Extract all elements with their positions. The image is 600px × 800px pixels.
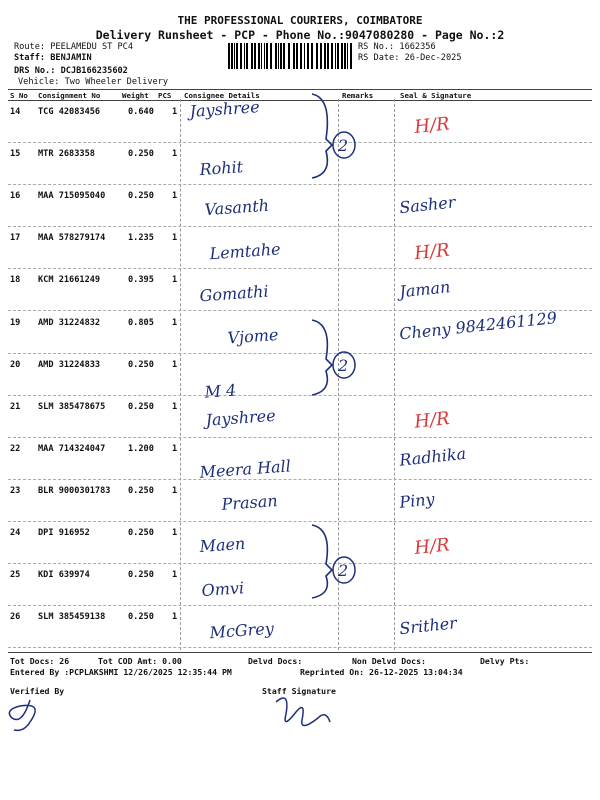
table-row — [0, 143, 600, 185]
row-weight: 0.395 — [128, 275, 154, 286]
barcode-bar — [270, 43, 272, 69]
delivery-points: Delvy Pts: — [480, 656, 530, 666]
barcode-bar — [327, 43, 329, 69]
return-stamp: H/R — [413, 408, 451, 433]
barcode-bar — [266, 43, 268, 69]
row-consignment-no: BLR 9000301783 — [38, 485, 111, 496]
col-header-remarks: Remarks — [342, 91, 374, 100]
barcode-bar — [258, 43, 260, 69]
row-pcs: 1 — [172, 107, 178, 117]
row-sno: 18 — [10, 275, 21, 286]
barcode-bar — [288, 43, 290, 69]
barcode-bar — [324, 43, 326, 69]
barcode-bar — [244, 43, 245, 69]
row-pcs: 1 — [172, 485, 178, 496]
receiver-signature: Cheny 9842461129 — [398, 308, 558, 344]
consignee-handwriting: Gomathi — [198, 281, 270, 306]
barcode-bar — [254, 43, 256, 69]
row-weight: 0.805 — [128, 317, 154, 328]
consignee-handwriting: Rohit — [198, 157, 244, 180]
total-cod-amount: Tot COD Amt: 0.00 — [98, 656, 182, 666]
consignee-handwriting: Jayshree — [204, 405, 277, 430]
staff-signature-label: Staff Signature — [262, 686, 336, 696]
row-consignment-no: MAA 715095040 — [38, 191, 106, 202]
barcode-bar — [251, 43, 253, 69]
table-top-rule — [8, 89, 592, 90]
row-sno: 15 — [10, 149, 21, 160]
table-row — [0, 522, 600, 564]
table-row — [0, 101, 600, 143]
barcode-bar — [264, 43, 265, 69]
row-pcs: 1 — [172, 233, 178, 244]
return-stamp: H/R — [413, 534, 451, 559]
consignee-handwriting: Meera Hall — [198, 456, 292, 482]
row-consignment-no: MAA 578279174 — [38, 233, 106, 244]
barcode-bar — [311, 43, 313, 69]
staff-line — [14, 53, 92, 64]
row-sno: 21 — [10, 401, 21, 412]
row-pcs: 1 — [172, 401, 178, 412]
consignee-handwriting: Jayshree — [188, 97, 261, 121]
vehicle-label: Vehicle: — [18, 77, 60, 87]
barcode-bar — [275, 43, 277, 69]
row-sno: 24 — [10, 528, 21, 538]
receiver-signature: Radhika — [398, 443, 467, 470]
col-header-consignee: Consignee Details — [184, 91, 260, 100]
table-row — [0, 227, 600, 269]
row-pcs: 1 — [172, 149, 178, 160]
barcode-bar — [296, 43, 298, 69]
drs-value: DCJB166235602 — [60, 66, 128, 76]
drs-label: DRS No.: — [14, 66, 56, 76]
consignee-handwriting: Prasan — [220, 491, 279, 514]
barcode-bar — [344, 43, 346, 69]
row-weight: 0.640 — [128, 107, 154, 117]
barcode-bar — [304, 43, 305, 69]
row-weight: 0.250 — [128, 401, 154, 412]
row-sno: 23 — [10, 485, 21, 496]
footer-rule — [8, 652, 592, 653]
barcode-bar — [335, 43, 336, 69]
barcode-bar — [350, 43, 352, 69]
row-pcs: 1 — [172, 275, 178, 286]
runsheet-title: Delivery Runsheet - PCP - Phone No.:9047080280 - Page No.:2 — [95, 28, 505, 42]
total-docs: Tot Docs: 26 — [10, 656, 70, 666]
row-sno: 26 — [10, 612, 21, 623]
row-pcs: 1 — [172, 317, 178, 328]
route-line — [14, 42, 133, 53]
vehicle-value: Two Wheeler Delivery — [64, 77, 169, 87]
barcode-bar — [280, 43, 282, 69]
receiver-signature: Sasher — [398, 192, 457, 218]
route-value: PEELAMEDU ST PC4 — [50, 42, 134, 52]
staff-signature — [276, 698, 330, 726]
barcode-bar — [246, 43, 248, 69]
drs-line — [14, 66, 128, 77]
route-label: Route: — [14, 42, 46, 52]
row-divider — [8, 647, 592, 648]
consignee-handwriting: M 4 — [203, 380, 237, 402]
row-sno: 25 — [10, 570, 21, 581]
delivered-docs: Delvd Docs: — [248, 656, 303, 666]
row-consignment-no: SLM 385459138 — [38, 612, 106, 623]
rs-date-line — [358, 53, 462, 64]
row-pcs: 1 — [172, 612, 178, 623]
rs-date-value: 26-Dec-2025 — [404, 53, 462, 63]
receiver-signature: Jaman — [398, 277, 452, 302]
row-sno: 16 — [10, 191, 21, 202]
consignee-handwriting: Maen — [198, 533, 246, 556]
row-sno: 20 — [10, 359, 21, 370]
row-consignment-no: DPI 916952 — [38, 528, 90, 538]
barcode-bar — [283, 43, 285, 69]
row-weight: 0.250 — [128, 570, 154, 581]
barcode-bar — [337, 43, 339, 69]
col-header-sno: S No — [10, 91, 28, 100]
consignee-handwriting: Omvi — [200, 578, 245, 601]
vehicle-line — [18, 77, 168, 88]
reprinted-on: Reprinted On: 26-12-2025 13:04:34 — [300, 667, 463, 677]
rs-date-label: RS Date: — [358, 53, 400, 63]
barcode-bar — [316, 43, 318, 69]
barcode-bar — [231, 43, 233, 69]
row-weight: 0.250 — [128, 528, 154, 538]
table-row — [0, 354, 600, 396]
return-stamp: H/R — [413, 113, 451, 138]
col-header-seal: Seal & Signature — [400, 91, 472, 100]
table-row — [0, 606, 600, 648]
row-consignment-no: AMD 31224833 — [38, 359, 101, 370]
consignee-handwriting: Vjome — [226, 324, 279, 348]
table-row — [0, 438, 600, 480]
row-consignment-no: KDI 639974 — [38, 570, 90, 581]
row-weight: 0.250 — [128, 359, 154, 370]
row-pcs: 1 — [172, 570, 178, 581]
row-weight: 0.250 — [128, 149, 154, 160]
barcode-bar — [320, 43, 322, 69]
barcode-bar — [293, 43, 295, 69]
circled-count: 2 — [338, 561, 349, 580]
barcode-bar — [300, 43, 302, 69]
col-header-pcs: PCS — [158, 91, 172, 100]
row-sno: 17 — [10, 233, 21, 244]
row-weight: 0.250 — [128, 191, 154, 202]
consignee-handwriting: McGrey — [208, 618, 275, 643]
barcode-image — [228, 43, 354, 69]
non-delivered-docs: Non Delvd Docs: — [352, 656, 426, 666]
barcode-bar — [278, 43, 279, 69]
row-sno: 14 — [10, 107, 21, 117]
receiver-signature: Piny — [398, 489, 436, 512]
circled-count: 2 — [338, 356, 349, 375]
consignee-handwriting: Vasanth — [203, 195, 270, 220]
row-weight: 1.200 — [128, 443, 154, 454]
row-weight: 1.235 — [128, 233, 154, 244]
receiver-signature: Srither — [398, 613, 458, 639]
row-sno: 22 — [10, 443, 21, 454]
row-pcs: 1 — [172, 191, 178, 202]
row-consignment-no: MTR 2683358 — [38, 149, 95, 160]
verifier-signature — [9, 700, 35, 730]
staff-value: BENJAMIN — [50, 53, 92, 63]
company-name: THE PROFESSIONAL COURIERS, COIMBATORE — [177, 14, 423, 27]
row-weight: 0.250 — [128, 612, 154, 623]
row-pcs: 1 — [172, 528, 178, 538]
rs-no-label: RS No.: — [358, 42, 395, 52]
table-row — [0, 564, 600, 606]
row-consignment-no: MAA 714324047 — [38, 443, 106, 454]
table-row — [0, 269, 600, 311]
barcode-bar — [228, 43, 230, 69]
row-consignment-no: TCG 42083456 — [38, 107, 101, 117]
col-header-consignment: Consignment No — [38, 91, 101, 100]
table-row — [0, 185, 600, 227]
return-stamp: H/R — [413, 239, 451, 265]
staff-label: Staff: — [14, 53, 46, 63]
rs-no-value: 1662356 — [399, 42, 436, 52]
row-sno: 19 — [10, 317, 21, 328]
row-weight: 0.250 — [128, 485, 154, 496]
table-row — [0, 396, 600, 438]
row-consignment-no: KCM 21661249 — [38, 275, 101, 286]
entered-by: Entered By :PCPLAKSHMI 12/26/2025 12:35:44 PM — [10, 667, 232, 677]
row-consignment-no: AMD 31224832 — [38, 317, 101, 328]
row-pcs: 1 — [172, 443, 178, 454]
barcode-bar — [234, 43, 235, 69]
barcode-bar — [331, 43, 333, 69]
barcode-bar — [347, 43, 348, 69]
barcode-bar — [236, 43, 238, 69]
barcode-bar — [307, 43, 309, 69]
row-consignment-no: SLM 385478675 — [38, 401, 106, 412]
row-pcs: 1 — [172, 359, 178, 370]
barcode-bar — [341, 43, 343, 69]
verified-by-label: Verified By — [10, 686, 65, 696]
col-header-weight: Weight — [122, 91, 149, 100]
circled-count: 2 — [338, 136, 349, 155]
table-row — [0, 312, 600, 354]
barcode-bar — [240, 43, 242, 69]
consignee-handwriting: Lemtahe — [208, 239, 282, 264]
table-row — [0, 480, 600, 522]
rs-no-line — [358, 42, 436, 53]
barcode-bar — [261, 43, 262, 69]
